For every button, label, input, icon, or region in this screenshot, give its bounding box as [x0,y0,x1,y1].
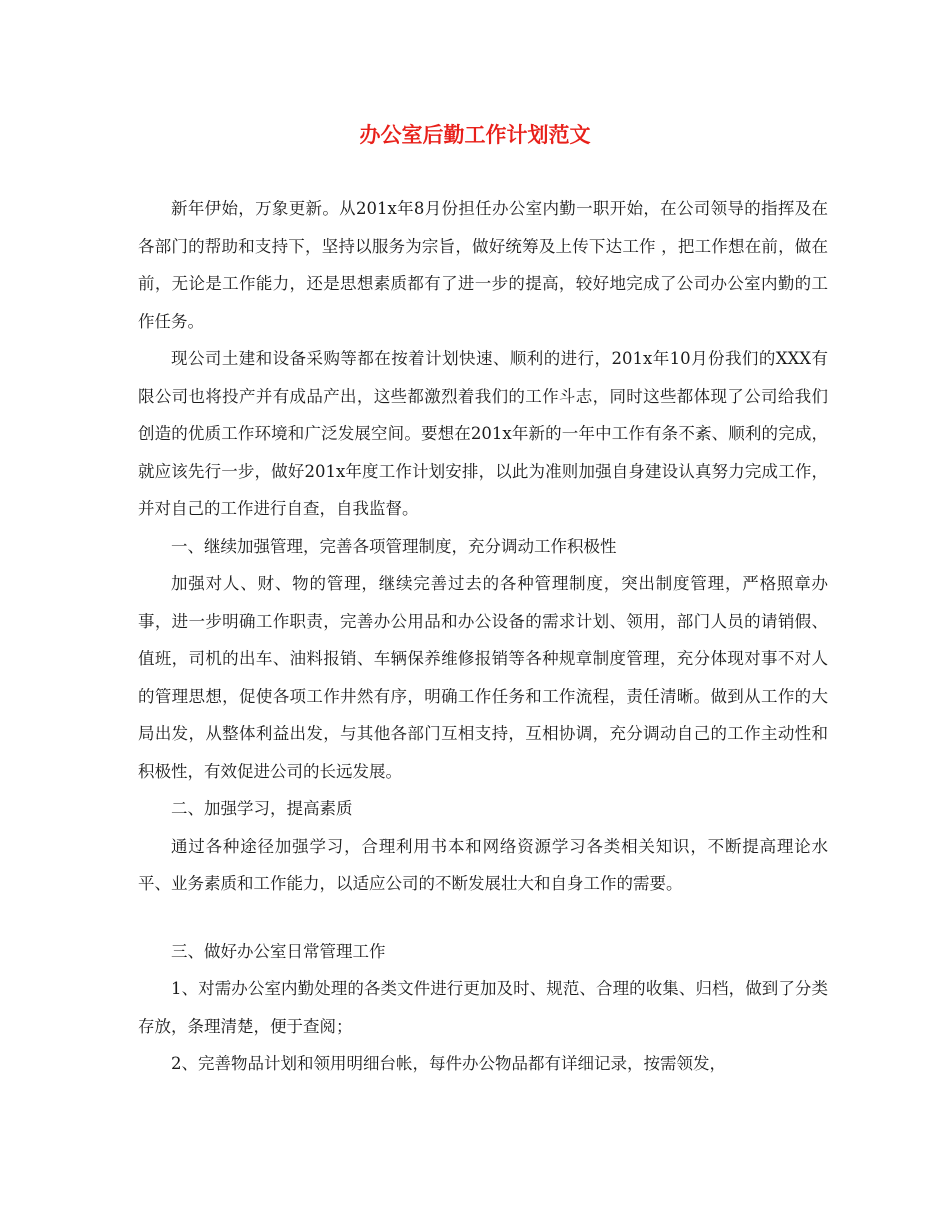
document-title: 办公室后勤工作计划范文 [359,122,591,147]
paragraph-intro: 新年伊始，万象更新。从201x年8月份担任办公室内勤一职开始，在公司领导的指挥及在各部门的帮助和支持下，坚持以服务为宗旨，做好统筹及上传下达工作 ，把工作想在前，做在前，无论是工作能力，还是思想素质都有了进一步的提高，较好地完成了公司办公室内勤的工作任务。 [138,199,828,331]
document-body [138,190,828,1083]
paragraph-study: 通过各种途径加强学习，合理利用书本和网络资源学习各类相关知识，不断提高理论水平、业务素质和工作能力，以适应公司的不断发展壮大和自身工作的需要。 [138,836,828,893]
section-heading-2: 二、加强学习，提高素质 [171,799,353,818]
section-heading-3: 三、做好办公室日常管理工作 [171,941,386,961]
paragraph-item-2: 2、完善物品计划和领用明细台帐，每件办公物品都有详细记录，按需领发， [171,1054,726,1073]
paragraph-management: 加强对人、财、物的管理，继续完善过去的各种管理制度，突出制度管理，严格照章办事，进一步明确工作职责，完善办公用品和办公设备的需求计划、领用，部门人员的请销假、值班，司机的出车、油料报销、车辆保养维修报销等各种规章制度管理，充分体现对事不对人的管理思想，促使各项工作井然有序，明确工作任务和工作流程，责任清晰。做到从工作的大局出发，从整体利益出发，与其他各部门互相支持，互相协调，充分调动自己的工作主动性和积极性，有效促进公司的长远发展。 [138,574,828,781]
paragraph-item-1: 1、对需办公室内勤处理的各类文件进行更加及时、规范、合理的收集、归档，做到了分类存放，条理清楚，便于查阅； [138,979,828,1036]
section-heading-1: 一、继续加强管理，完善各项管理制度，充分调动工作积极性 [171,536,617,556]
paragraph-context: 现公司土建和设备采购等都在按着计划快速、顺利的进行，201x年10月份我们的XXX有限公司也将投产并有成品产出，这些都激烈着我们的工作斗志，同时这些都体现了公司给我们创造的优质工作环境和广泛发展空间。要想在201x年新的一年中工作有条不紊、顺利的完成，就应该先行一步，做好201x年度工作计划安排，以此为准则加强自身建设认真努力完成工作，并对自己的工作进行自查，自我监督。 [138,349,828,518]
